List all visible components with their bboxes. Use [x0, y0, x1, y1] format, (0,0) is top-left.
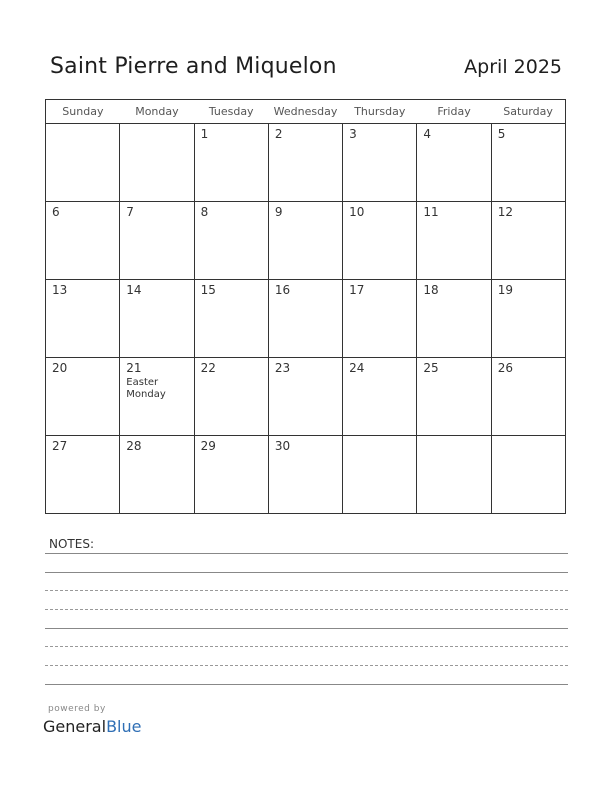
calendar-day-cell[interactable] — [120, 280, 194, 358]
weekday-monday: Monday — [120, 100, 194, 124]
calendar-day-cell[interactable] — [491, 202, 565, 280]
day-number: 25 — [423, 361, 439, 375]
notes-line — [45, 572, 568, 573]
day-number: 16 — [274, 283, 291, 297]
day-number: 20 — [52, 361, 68, 375]
calendar-day-cell[interactable] — [194, 124, 268, 202]
day-number: 1 — [200, 127, 209, 141]
day-number: 29 — [200, 439, 216, 453]
calendar-day-cell[interactable] — [120, 202, 194, 280]
calendar-day-cell[interactable] — [120, 358, 194, 436]
weekday-saturday: Saturday — [491, 100, 565, 124]
day-number: 17 — [349, 283, 365, 297]
calendar-day-cell[interactable] — [268, 436, 342, 514]
calendar-day-cell[interactable] — [343, 124, 417, 202]
calendar-day-cell[interactable] — [194, 280, 268, 358]
calendar-week-row — [46, 358, 566, 436]
day-number: 22 — [200, 361, 216, 375]
day-number: 13 — [52, 283, 68, 297]
day-number: 9 — [274, 205, 283, 219]
calendar-day-cell[interactable] — [120, 436, 194, 514]
weekday-sunday: Sunday — [46, 100, 120, 124]
calendar-day-cell[interactable] — [46, 358, 120, 436]
day-number: 10 — [349, 205, 365, 219]
calendar-day-cell[interactable] — [491, 124, 565, 202]
calendar-week-row — [46, 280, 566, 358]
calendar-week-row — [46, 436, 566, 514]
calendar-day-cell[interactable] — [46, 280, 120, 358]
day-number: 4 — [423, 127, 432, 141]
holiday-label: Easter — [126, 377, 159, 388]
calendar-day-cell[interactable] — [491, 358, 565, 436]
calendar-day-cell[interactable] — [46, 202, 120, 280]
day-number: 24 — [349, 361, 365, 375]
day-number: 6 — [52, 205, 60, 219]
calendar-day-cell[interactable] — [491, 280, 565, 358]
notes-label: NOTES: — [49, 537, 94, 551]
calendar-day-cell[interactable] — [194, 358, 268, 436]
calendar-day-cell[interactable] — [268, 124, 342, 202]
notes-line — [45, 553, 568, 554]
weekday-tuesday: Tuesday — [194, 100, 268, 124]
weekday-header-row — [46, 100, 566, 124]
calendar-day-cell[interactable] — [343, 280, 417, 358]
weekday-friday: Friday — [417, 100, 491, 124]
notes-line — [45, 590, 568, 591]
day-number: 12 — [497, 205, 513, 219]
calendar-day-cell[interactable] — [417, 202, 491, 280]
day-number: 18 — [423, 283, 439, 297]
notes-line — [45, 646, 568, 647]
calendar-day-cell[interactable] — [343, 202, 417, 280]
calendar-day-cell[interactable] — [417, 436, 491, 514]
brand-general: General — [43, 717, 107, 736]
holiday-label: Monday — [126, 389, 166, 400]
calendar-country-title: Saint Pierre and Miquelon — [50, 54, 337, 79]
notes-line — [45, 665, 568, 666]
calendar-day-cell[interactable] — [46, 436, 120, 514]
powered-by-text: powered by — [48, 704, 106, 714]
calendar-month-title: April 2025 — [464, 56, 562, 78]
notes-line — [45, 684, 568, 685]
day-number: 2 — [274, 127, 283, 141]
day-number: 28 — [126, 439, 142, 453]
day-number: 30 — [274, 439, 291, 453]
calendar-week-row — [46, 202, 566, 280]
calendar-day-cell[interactable] — [268, 358, 342, 436]
calendar-day-cell[interactable] — [343, 358, 417, 436]
day-number: 15 — [200, 283, 216, 297]
day-number: 11 — [423, 205, 439, 219]
calendar-week-row — [46, 124, 566, 202]
calendar-day-cell[interactable] — [491, 436, 565, 514]
day-number: 14 — [126, 283, 142, 297]
day-number: 7 — [126, 205, 134, 219]
notes-line — [45, 609, 568, 610]
calendar-day-cell[interactable] — [268, 280, 342, 358]
day-number: 3 — [349, 127, 357, 141]
calendar-day-cell[interactable] — [194, 202, 268, 280]
weekday-thursday: Thursday — [343, 100, 417, 124]
calendar-day-cell[interactable] — [343, 436, 417, 514]
calendar-day-cell[interactable] — [194, 436, 268, 514]
day-number: 23 — [274, 361, 291, 375]
day-number: 21 — [126, 361, 142, 375]
day-number: 19 — [497, 283, 513, 297]
day-number: 26 — [497, 361, 513, 375]
calendar-day-cell[interactable] — [417, 124, 491, 202]
day-number: 5 — [497, 127, 506, 141]
calendar-day-cell[interactable] — [417, 280, 491, 358]
generalblue-logo[interactable] — [43, 717, 141, 736]
calendar-day-cell[interactable] — [268, 202, 342, 280]
weekday-wednesday: Wednesday — [268, 100, 342, 124]
calendar-day-cell[interactable] — [46, 124, 120, 202]
day-number: 27 — [52, 439, 68, 453]
day-number: 8 — [200, 205, 209, 219]
brand-blue: Blue — [106, 717, 142, 736]
calendar-grid — [45, 99, 566, 514]
calendar-day-cell[interactable] — [120, 124, 194, 202]
calendar-day-cell[interactable] — [417, 358, 491, 436]
notes-line — [45, 628, 568, 629]
